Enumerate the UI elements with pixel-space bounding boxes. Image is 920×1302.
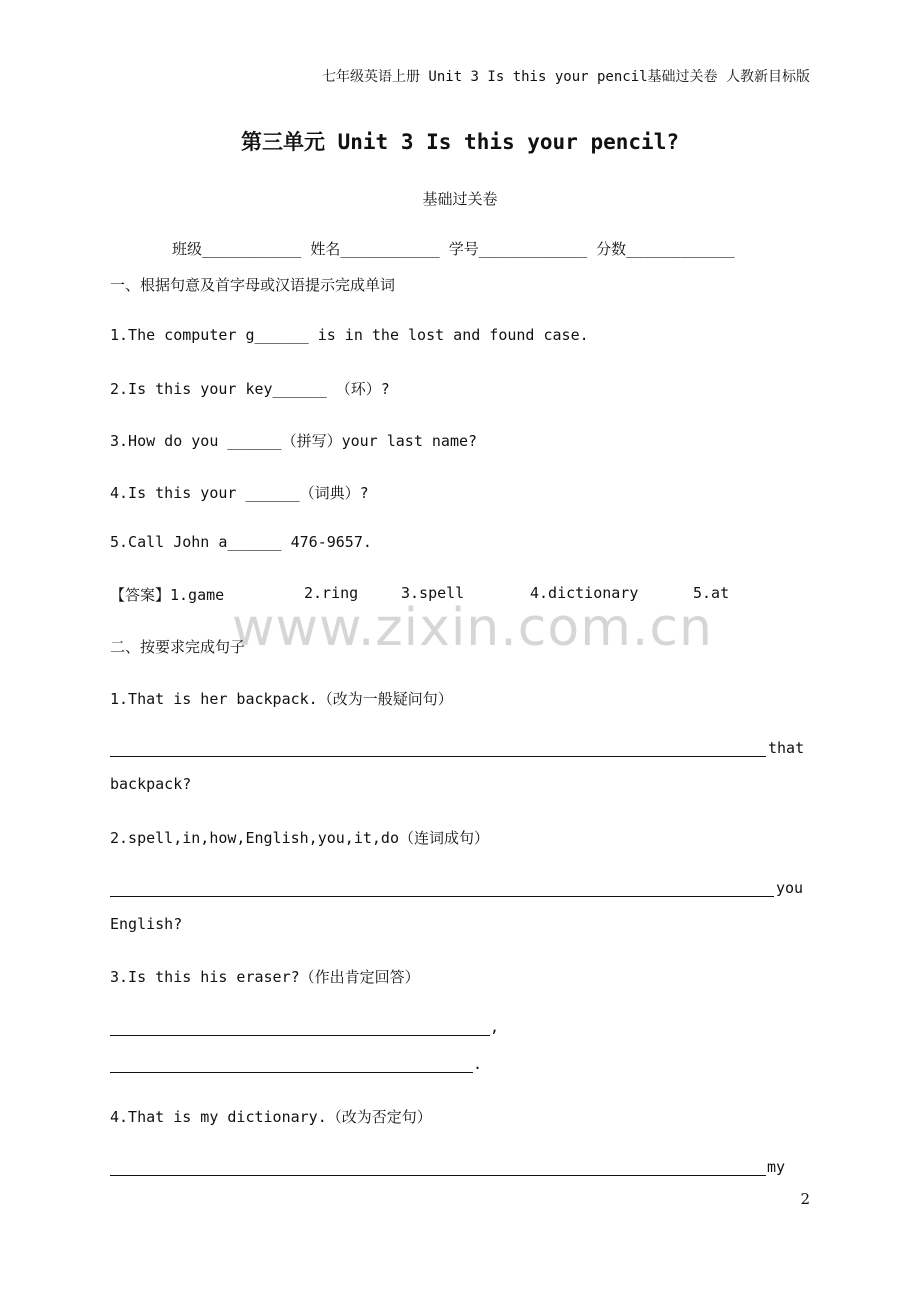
answer-3: 3.spell (401, 584, 465, 602)
student-info-fields: 班级___________ 姓名___________ 学号____________ 分数____________ (172, 240, 735, 258)
answer-2: 2.ring (304, 584, 359, 602)
question-2-1-tail: that (768, 739, 805, 757)
question-2-2-tail: you (776, 879, 804, 897)
answer-line-2-4 (110, 1175, 766, 1176)
question-2-2: 2.spell,in,how,English,you,it,do（连词成句） (110, 829, 489, 847)
answer-line-2-3b (110, 1072, 473, 1073)
question-2-4: 4.That is my dictionary.（改为否定句） (110, 1108, 432, 1126)
question-1-4: 4.Is this your ______（词典）? (110, 484, 369, 502)
answer-label: 【答案】1.game (110, 586, 225, 604)
answer-line-2-1 (110, 756, 766, 757)
question-2-3-comma: , (490, 1018, 500, 1036)
question-1-2: 2.Is this your key______ （环）? (110, 380, 390, 398)
question-2-2-continuation: English? (110, 915, 183, 933)
question-2-3: 3.Is this his eraser?（作出肯定回答） (110, 968, 420, 986)
question-1-5: 5.Call John a______ 476-9657. (110, 533, 372, 551)
question-1-3: 3.How do you ______（拼写）your last name? (110, 432, 478, 450)
question-2-3-period: . (473, 1055, 483, 1073)
answer-4: 4.dictionary (530, 584, 639, 602)
page-subtitle: 基础过关卷 (422, 190, 498, 208)
question-2-1: 1.That is her backpack.（改为一般疑问句） (110, 690, 453, 708)
page-title: 第三单元 Unit 3 Is this your pencil? (240, 130, 679, 154)
question-1-1: 1.The computer g______ is in the lost and found case. (110, 326, 589, 344)
section-1-heading: 一、根据句意及首字母或汉语提示完成单词 (110, 276, 396, 294)
section-2-heading: 二、按要求完成句子 (110, 638, 246, 656)
answer-line-2-2 (110, 896, 774, 897)
page-number: 2 (800, 1190, 810, 1208)
answer-5: 5.at (693, 584, 730, 602)
answer-line-2-3a (110, 1035, 490, 1036)
watermark: www.zixin.com.cn (232, 598, 713, 658)
page-header: 七年级英语上册 Unit 3 Is this your pencil基础过关卷 人教新目标版 (321, 69, 810, 85)
question-2-1-continuation: backpack? (110, 775, 192, 793)
question-2-4-tail: my (767, 1158, 786, 1176)
